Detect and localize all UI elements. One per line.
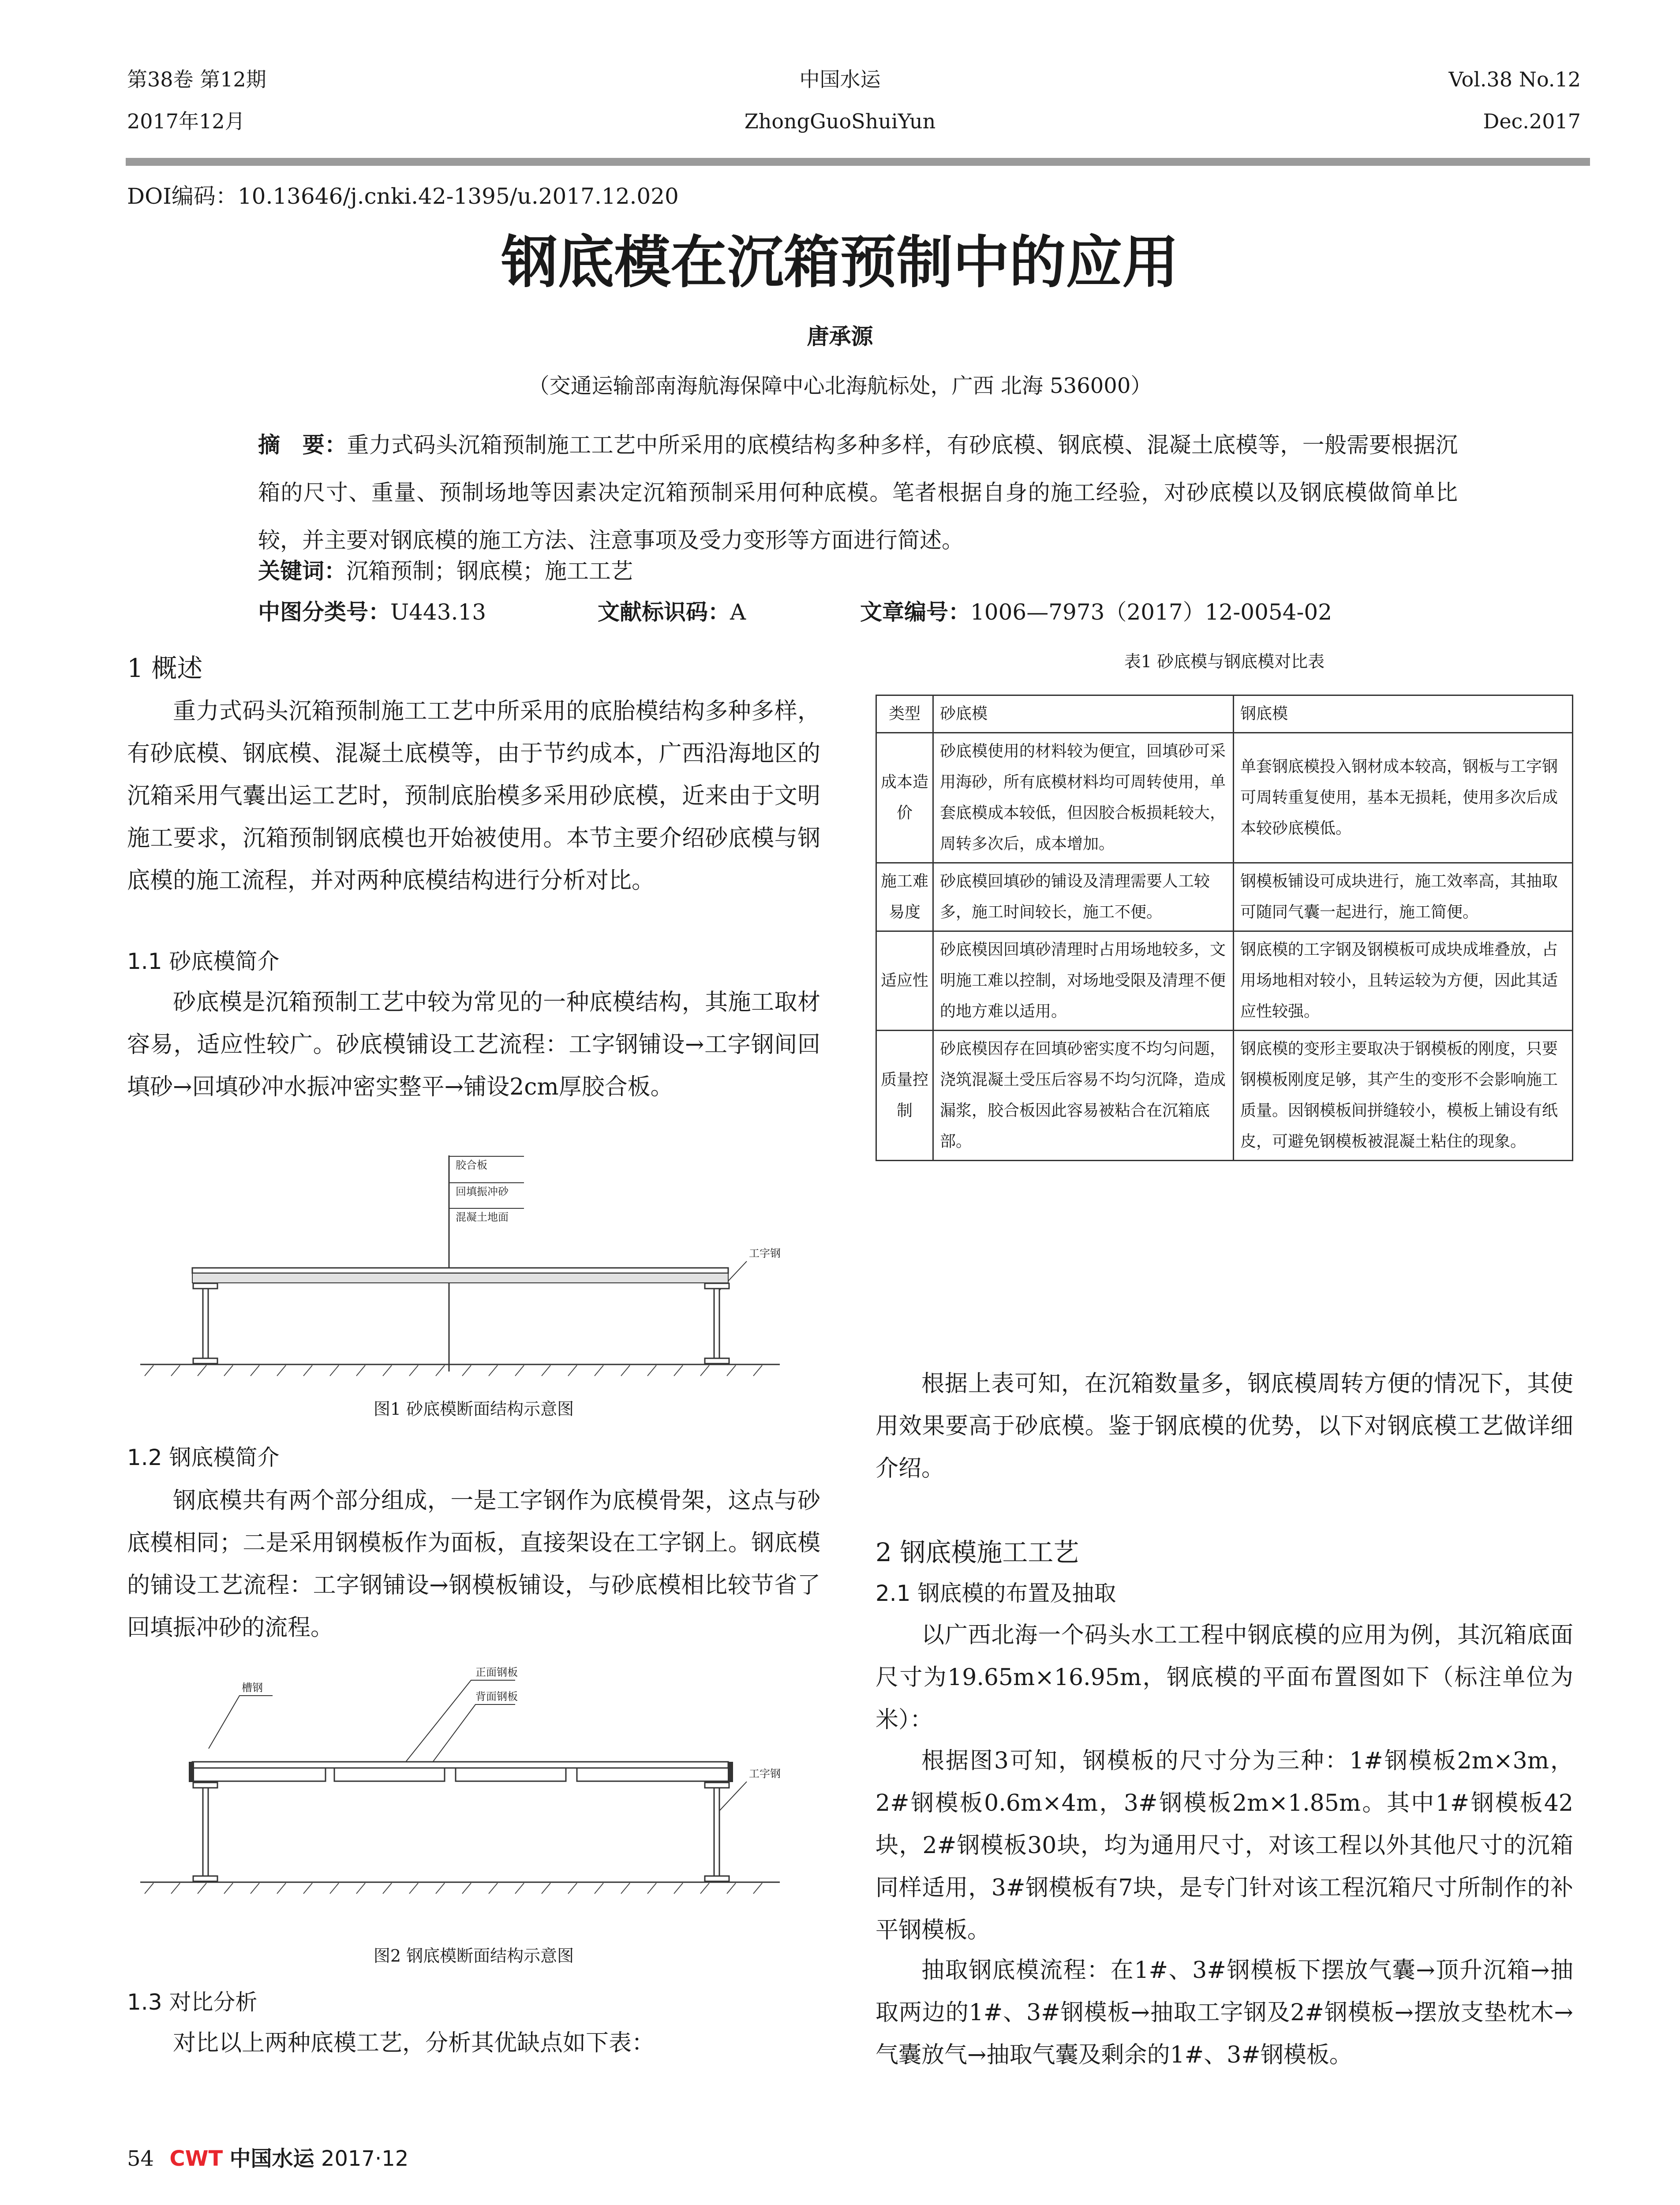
table-cell-sand: 砂底模使用的材料较为便宜，回填砂可采用海砂，所有底模材料均可周转使用，单套底模成本较低，但因胶合板损耗较大，周转多次后，成本增加。 [933, 733, 1234, 863]
table-cell-sand: 砂底模因回填砂清理时占用场地较多，文明施工难以控制，对场地受限及清理不便的地方难以适用。 [933, 931, 1234, 1031]
affiliation: （交通运输部南海航海保障中心北海航标处，广西 北海 536000） [528, 374, 1152, 398]
table-1-caption: 表1 砂底模与钢底模对比表 [1124, 652, 1325, 671]
section-2-1-title: 2.1 钢底模的布置及抽取 [876, 1581, 1116, 1606]
section-1-1-title: 1.1 砂底模简介 [127, 949, 280, 974]
table-row-key: 质量控制 [876, 1031, 933, 1161]
table-header-type: 类型 [876, 695, 933, 733]
doi: DOI编码：10.13646/j.cnki.42-1395/u.2017.12.020 [127, 183, 679, 209]
page-number: 54 [127, 2146, 154, 2171]
table-row [876, 1031, 1573, 1161]
fig1-label-plywood: 胶合板 [456, 1159, 487, 1171]
art-value: 1006—7973（2017）12-0054-02 [970, 599, 1332, 625]
table-cell-steel: 钢模板铺设可成块进行，施工效率高，其抽取可随同气囊一起进行，施工简便。 [1234, 863, 1573, 931]
classification [258, 594, 486, 630]
article-number [860, 594, 1332, 630]
header-journal-pinyin: ZhongGuoShuiYun [744, 109, 936, 133]
fig2-label-ibeam: 工字钢 [749, 1768, 781, 1780]
fig1-label-ibeam: 工字钢 [749, 1247, 781, 1259]
header-rule [126, 158, 1590, 166]
section-1-2-paragraph: 钢底模共有两个部分组成，一是工字钢作为底模骨架，这点与砂底模相同；二是采用钢模板作为面板，直接架设在工字钢上。钢底模的铺设工艺流程：工字钢铺设→钢模板铺设，与砂底模相比较节省了回填振冲砂的流程。 [127, 1487, 820, 1641]
paper-title: 钢底模在沉箱预制中的应用 [501, 229, 1179, 295]
figure-1-caption: 图1 砂底模断面结构示意图 [373, 1399, 574, 1419]
figure-1-sand-bottom-mold [127, 1151, 820, 1380]
header-date-cn: 2017年12月 [127, 109, 245, 133]
figure-2-caption: 图2 钢底模断面结构示意图 [373, 1946, 574, 1966]
table-row [876, 931, 1573, 1031]
section-1-title: 1 概述 [127, 653, 203, 683]
section-1-3-title: 1.3 对比分析 [127, 1989, 258, 2015]
section-1-2-title: 1.2 钢底模简介 [127, 1445, 280, 1470]
clc-value: U443.13 [390, 599, 486, 625]
table-header-row [876, 695, 1573, 733]
abstract-text: 重力式码头沉箱预制施工工艺中所采用的底模结构多种多样，有砂底模、钢底模、混凝土底模等，一般需要根据沉箱的尺寸、重量、预制场地等因素决定沉箱预制采用何种底模。笔者根据自身的施工经验，对砂底模以及钢底模做简单比较，并主要对钢底模的施工方法、注意事项及受力变形等方面进行简述。 [258, 432, 1458, 553]
keywords-label: 关键词： [258, 558, 346, 584]
figure-2-steel-bottom-mold [127, 1658, 820, 1905]
table-header-sand: 砂底模 [933, 695, 1234, 733]
author: 唐承源 [807, 324, 873, 349]
fig1-label-concrete: 混凝土地面 [456, 1211, 509, 1223]
table-cell-sand: 砂底模因存在回填砂密实度不均匀问题，浇筑混凝土受压后容易不均匀沉降，造成漏浆，胶合板因此容易被粘合在沉箱底部。 [933, 1031, 1234, 1161]
header-journal-cn: 中国水运 [799, 67, 881, 91]
doc-value: A [730, 599, 746, 625]
section-2-title: 2 钢底模施工工艺 [876, 1537, 1079, 1567]
header-volume-en: Vol.38 No.12 [1448, 67, 1581, 91]
table-row-key: 适应性 [876, 931, 933, 1031]
art-label: 文章编号： [860, 599, 970, 625]
header-date-en: Dec.2017 [1483, 109, 1581, 133]
keywords-text: 沉箱预制；钢底模；施工工艺 [346, 558, 633, 584]
table-cell-steel: 钢底模的变形主要取决于钢模板的刚度，只要钢模板刚度足够，其产生的变形不会影响施工质量。因钢模板间拼缝较小，模板上铺设有纸皮，可避免钢模板被混凝土粘住的现象。 [1234, 1031, 1573, 1161]
fig2-label-channel: 槽钢 [242, 1682, 263, 1694]
table-cell-steel: 单套钢底模投入钢材成本较高，钢板与工字钢可周转重复使用，基本无损耗，使用多次后成本较砂底模低。 [1234, 733, 1573, 863]
brand-logo: CWT [169, 2146, 223, 2171]
table-cell-steel: 钢底模的工字钢及钢模板可成块成堆叠放，占用场地相对较小，且转运较为方便，因此其适应性较强。 [1234, 931, 1573, 1031]
table-row [876, 733, 1573, 863]
section-1-3-paragraph: 对比以上两种底模工艺，分析其优缺点如下表： [173, 2030, 655, 2056]
abstract [258, 421, 1458, 564]
table-cell-sand: 砂底模回填砂的铺设及清理需要人工较多，施工时间较长，施工不便。 [933, 863, 1234, 931]
table-header-steel: 钢底模 [1234, 695, 1573, 733]
doc-code [598, 594, 746, 630]
table-row [876, 863, 1573, 931]
after-table-paragraph: 根据上表可知，在沉箱数量多，钢底模周转方便的情况下，其使用效果要高于砂底模。鉴于钢底模的优势，以下对钢底模工艺做详细介绍。 [876, 1371, 1573, 1482]
table-row-key: 成本造价 [876, 733, 933, 863]
footer-date: 2017·12 [321, 2146, 409, 2171]
clc-label: 中图分类号： [258, 599, 390, 625]
section-1-paragraph: 重力式码头沉箱预制施工工艺中所采用的底胎模结构多种多样，有砂底模、钢底模、混凝土底模等，由于节约成本，广西沿海地区的沉箱采用气囊出运工艺时，预制底胎模多采用砂底模，近来由于文明施工要求，沉箱预制钢底模也开始被使用。本节主要介绍砂底模与钢底模的施工流程，并对两种底模结构进行分析对比。 [127, 698, 820, 894]
section-1-1-paragraph: 砂底模是沉箱预制工艺中较为常见的一种底模结构，其施工取材容易，适应性较广。砂底模铺设工艺流程：工字钢铺设→工字钢间回填砂→回填砂冲水振冲密实整平→铺设2cm厚胶合板。 [127, 989, 820, 1100]
footer-journal: 中国水运 [229, 2146, 314, 2171]
fig2-label-back-plate: 背面钢板 [475, 1690, 518, 1703]
doc-label: 文献标识码： [598, 599, 730, 625]
fig1-label-sand: 回填振冲砂 [456, 1185, 509, 1198]
fig2-label-front-plate: 正面钢板 [475, 1666, 518, 1678]
section-2-1-paragraph-3: 抽取钢底模流程：在1#、3#钢模板下摆放气囊→顶升沉箱→抽取两边的1#、3#钢模板→抽取工字钢及2#钢模板→摆放支垫枕木→气囊放气→抽取气囊及剩余的1#、3#钢模板。 [876, 1957, 1573, 2068]
section-2-1-paragraph-2: 根据图3可知，钢模板的尺寸分为三种：1#钢模板2m×3m，2#钢模板0.6m×4m，3#钢模板2m×1.85m。其中1#钢模板42块，2#钢模板30块，均为通用尺寸，对该工程以外其他尺寸的沉箱同样适用，3#钢模板有7块，是专门针对该工程沉箱尺寸所制作的补平钢模板。 [876, 1748, 1573, 1943]
footer [127, 2143, 408, 2174]
header-volume-issue: 第38卷 第12期 [127, 67, 266, 91]
table-row-key: 施工难易度 [876, 863, 933, 931]
table-1 [876, 695, 1573, 1161]
abstract-label: 摘 要： [258, 432, 347, 458]
keywords [258, 553, 633, 589]
section-2-1-paragraph-1: 以广西北海一个码头水工工程中钢底模的应用为例，其沉箱底面尺寸为19.65m×16.95m，钢底模的平面布置图如下（标注单位为米）： [876, 1622, 1573, 1733]
